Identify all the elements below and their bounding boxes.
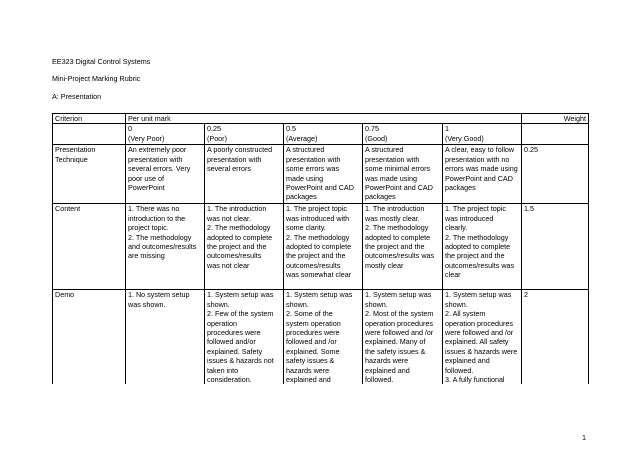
marking-rubric-table — [52, 113, 589, 384]
per-unit-mark-header: Per unit mark — [126, 114, 522, 124]
cell-text-line: Demo — [55, 290, 75, 300]
descriptor-cell — [205, 145, 284, 204]
empty-cell — [522, 124, 589, 145]
cell-text-line: issues & hazards were — [445, 346, 518, 356]
cell-text-line: and outcomes/results — [128, 242, 197, 252]
cell-text-line: system operation — [286, 318, 341, 328]
cell-text-line: poor use of — [128, 173, 164, 183]
cell-text-line: were followed and /or — [445, 328, 514, 338]
descriptor-cell — [443, 145, 522, 204]
cell-text-line: mostly clear — [365, 260, 404, 270]
scale-cell — [205, 124, 284, 145]
cell-text-line: 1. System setup was — [286, 290, 353, 300]
descriptor-cell — [363, 204, 443, 290]
cell-text-line: presentation with — [207, 154, 262, 164]
descriptor-cell — [126, 145, 205, 204]
cell-text-line: followed. — [365, 375, 394, 385]
cell-text-line: issues & hazards not — [207, 356, 274, 366]
cell-text-line: adopted to complete — [286, 242, 352, 252]
cell-text-line: shown. — [207, 299, 230, 309]
descriptor-cell — [443, 290, 522, 385]
cell-text-line: was not clear. — [207, 213, 251, 223]
cell-text-line: procedures were — [286, 328, 340, 338]
cell-text-line: 1. The project topic — [286, 204, 347, 214]
cell-text-line: explained and — [286, 375, 331, 385]
cell-text-line: 0 — [128, 124, 132, 134]
cell-text-line: operation — [207, 318, 237, 328]
cell-text-line: are missing — [128, 251, 165, 261]
cell-text-line: were followed and /or — [365, 328, 434, 338]
cell-text-line: 3. A fully functional — [445, 375, 505, 385]
cell-text-line: outcomes/results — [286, 260, 341, 270]
cell-text-line: (Poor) — [207, 133, 227, 143]
page-number: 1 — [582, 433, 586, 442]
cell-text-line: (Very Good) — [445, 133, 484, 143]
cell-text-line: presentation with — [365, 154, 420, 164]
cell-text-line: 2. Few of the system — [207, 309, 274, 319]
cell-text-line: PowerPoint — [128, 183, 165, 193]
cell-text-line: 0.5 — [286, 124, 296, 134]
cell-text-line: the project and the — [445, 251, 505, 261]
cell-text-line: followed and /or — [286, 337, 337, 347]
course-title: EE323 Digital Control Systems — [52, 57, 151, 66]
cell-text-line: several errors. Very — [128, 164, 191, 174]
cell-text-line: explained. Many of — [365, 337, 426, 347]
scale-row — [53, 124, 589, 145]
cell-text-line: was not clear — [207, 260, 250, 270]
criterion-cell — [53, 145, 126, 204]
cell-text-line: several errors — [207, 164, 251, 174]
cell-text-line: adopted to complete — [445, 242, 511, 252]
weight-cell: 0.25 — [522, 145, 589, 204]
table-header-row — [53, 114, 589, 124]
cell-text-line: 0.75 — [365, 124, 379, 134]
cell-text-line: (Very Poor) — [128, 133, 165, 143]
descriptor-cell — [126, 204, 205, 290]
cell-text-line: taken into — [207, 365, 239, 375]
cell-text-line: Technique — [55, 154, 88, 164]
cell-text-line: 2. All system — [445, 309, 486, 319]
descriptor-cell — [205, 290, 284, 385]
table-row — [53, 145, 589, 204]
cell-text-line: was somewhat clear — [286, 270, 352, 280]
scale-cell — [284, 124, 363, 145]
cell-text-line: shown. — [445, 299, 468, 309]
cell-text-line: outcomes/results was — [365, 251, 435, 261]
cell-text-line: shown. — [365, 299, 388, 309]
cell-text-line: was introduced with — [286, 213, 350, 223]
scale-cell — [126, 124, 205, 145]
descriptor-cell — [284, 290, 363, 385]
cell-text-line: safety issues & — [286, 356, 335, 366]
cell-text-line: errors was made using — [445, 164, 518, 174]
cell-text-line: (Good) — [365, 133, 388, 143]
cell-text-line: packages — [365, 192, 396, 202]
cell-text-line: presentation with — [128, 154, 183, 164]
cell-text-line: 1. The introduction — [365, 204, 425, 214]
cell-text-line: the safety issues & — [365, 346, 426, 356]
cell-text-line: 1. There was no — [128, 204, 180, 214]
cell-text-line: the project and the — [207, 242, 267, 252]
cell-text-line: Content — [55, 204, 81, 214]
cell-text-line: explained. Safety — [207, 346, 263, 356]
cell-text-line: PowerPoint and CAD — [286, 183, 354, 193]
weight-header: Weight — [522, 114, 589, 124]
cell-text-line: packages — [286, 192, 317, 202]
cell-text-line: A structured — [365, 145, 404, 155]
cell-text-line: presentation with no — [445, 154, 510, 164]
cell-text-line: 2. The methodology — [286, 232, 350, 242]
empty-cell — [53, 124, 126, 145]
cell-text-line: 1. System setup was — [207, 290, 274, 300]
cell-text-line: 1. System setup was — [365, 290, 432, 300]
descriptor-cell — [205, 204, 284, 290]
cell-text-line: explained and — [445, 356, 490, 366]
cell-text-line: adopted to complete — [207, 232, 273, 242]
cell-text-line: 2. Most of the system — [365, 309, 434, 319]
descriptor-cell — [363, 145, 443, 204]
cell-text-line: Presentation — [55, 145, 96, 155]
cell-text-line: packages — [445, 183, 476, 193]
table-row — [53, 204, 589, 290]
cell-text-line: introduction to the — [128, 213, 186, 223]
cell-text-line: shown. — [286, 299, 309, 309]
cell-text-line: hazards were — [286, 365, 330, 375]
cell-text-line: some minimal errors — [365, 164, 431, 174]
weight-cell: 2 — [522, 290, 589, 385]
cell-text-line: some clarity. — [286, 223, 326, 233]
table-row — [53, 290, 589, 385]
cell-text-line: was made using — [365, 173, 417, 183]
cell-text-line: project topic. — [128, 223, 169, 233]
cell-text-line: made using — [286, 173, 324, 183]
cell-text-line: was mostly clear. — [365, 213, 420, 223]
cell-text-line: some errors was — [286, 164, 340, 174]
criterion-header: Criterion — [53, 114, 126, 124]
cell-text-line: clear — [445, 270, 461, 280]
cell-text-line: explained and — [365, 365, 410, 375]
descriptor-cell — [284, 145, 363, 204]
cell-text-line: operation procedures — [365, 318, 433, 328]
cell-text-line: A structured — [286, 145, 325, 155]
rubric-subtitle: Mini-Project Marking Rubric — [52, 74, 141, 83]
cell-text-line: 2. The methodology — [128, 232, 192, 242]
section-heading: A: Presentation — [52, 92, 102, 101]
descriptor-cell — [443, 204, 522, 290]
cell-text-line: 2. The methodology — [365, 223, 429, 233]
cell-text-line: presentation with — [286, 154, 341, 164]
cell-text-line: A clear, easy to follow — [445, 145, 515, 155]
criterion-cell — [53, 290, 126, 385]
cell-text-line: operation procedures — [445, 318, 513, 328]
cell-text-line: explained. Some — [286, 346, 340, 356]
cell-text-line: 1. The project topic — [445, 204, 506, 214]
cell-text-line: followed. — [445, 365, 474, 375]
weight-cell: 1.5 — [522, 204, 589, 290]
cell-text-line: PowerPoint and CAD — [365, 183, 433, 193]
cell-text-line: (Average) — [286, 133, 318, 143]
cell-text-line: the project and the — [286, 251, 346, 261]
cell-text-line: 2. The methodology — [445, 232, 509, 242]
scale-cell — [363, 124, 443, 145]
cell-text-line: was introduced — [445, 213, 494, 223]
cell-text-line: An extremely poor — [128, 145, 187, 155]
descriptor-cell — [363, 290, 443, 385]
cell-text-line: 0.25 — [207, 124, 221, 134]
criterion-cell — [53, 204, 126, 290]
cell-text-line: the project and the — [365, 242, 425, 252]
cell-text-line: 1. No system setup — [128, 290, 190, 300]
cell-text-line: A poorly constructed — [207, 145, 273, 155]
descriptor-cell — [126, 290, 205, 385]
cell-text-line: procedures were — [207, 328, 261, 338]
cell-text-line: 1 — [445, 124, 449, 134]
cell-text-line: outcomes/results — [207, 251, 262, 261]
cell-text-line: 1. The introduction — [207, 204, 267, 214]
cell-text-line: 2. The methodology — [207, 223, 271, 233]
cell-text-line: PowerPoint and CAD — [445, 173, 513, 183]
cell-text-line: outcomes/results was — [445, 260, 515, 270]
cell-text-line: explained. All safety — [445, 337, 509, 347]
cell-text-line: 2. Some of the — [286, 309, 333, 319]
cell-text-line: followed and/or — [207, 337, 256, 347]
cell-text-line: 1. System setup was — [445, 290, 512, 300]
cell-text-line: clearly. — [445, 223, 468, 233]
cell-text-line: adopted to complete — [365, 232, 431, 242]
scale-cell — [443, 124, 522, 145]
cell-text-line: hazards were — [365, 356, 409, 366]
cell-text-line: consideration. — [207, 375, 252, 385]
descriptor-cell — [284, 204, 363, 290]
cell-text-line: was shown. — [128, 299, 166, 309]
